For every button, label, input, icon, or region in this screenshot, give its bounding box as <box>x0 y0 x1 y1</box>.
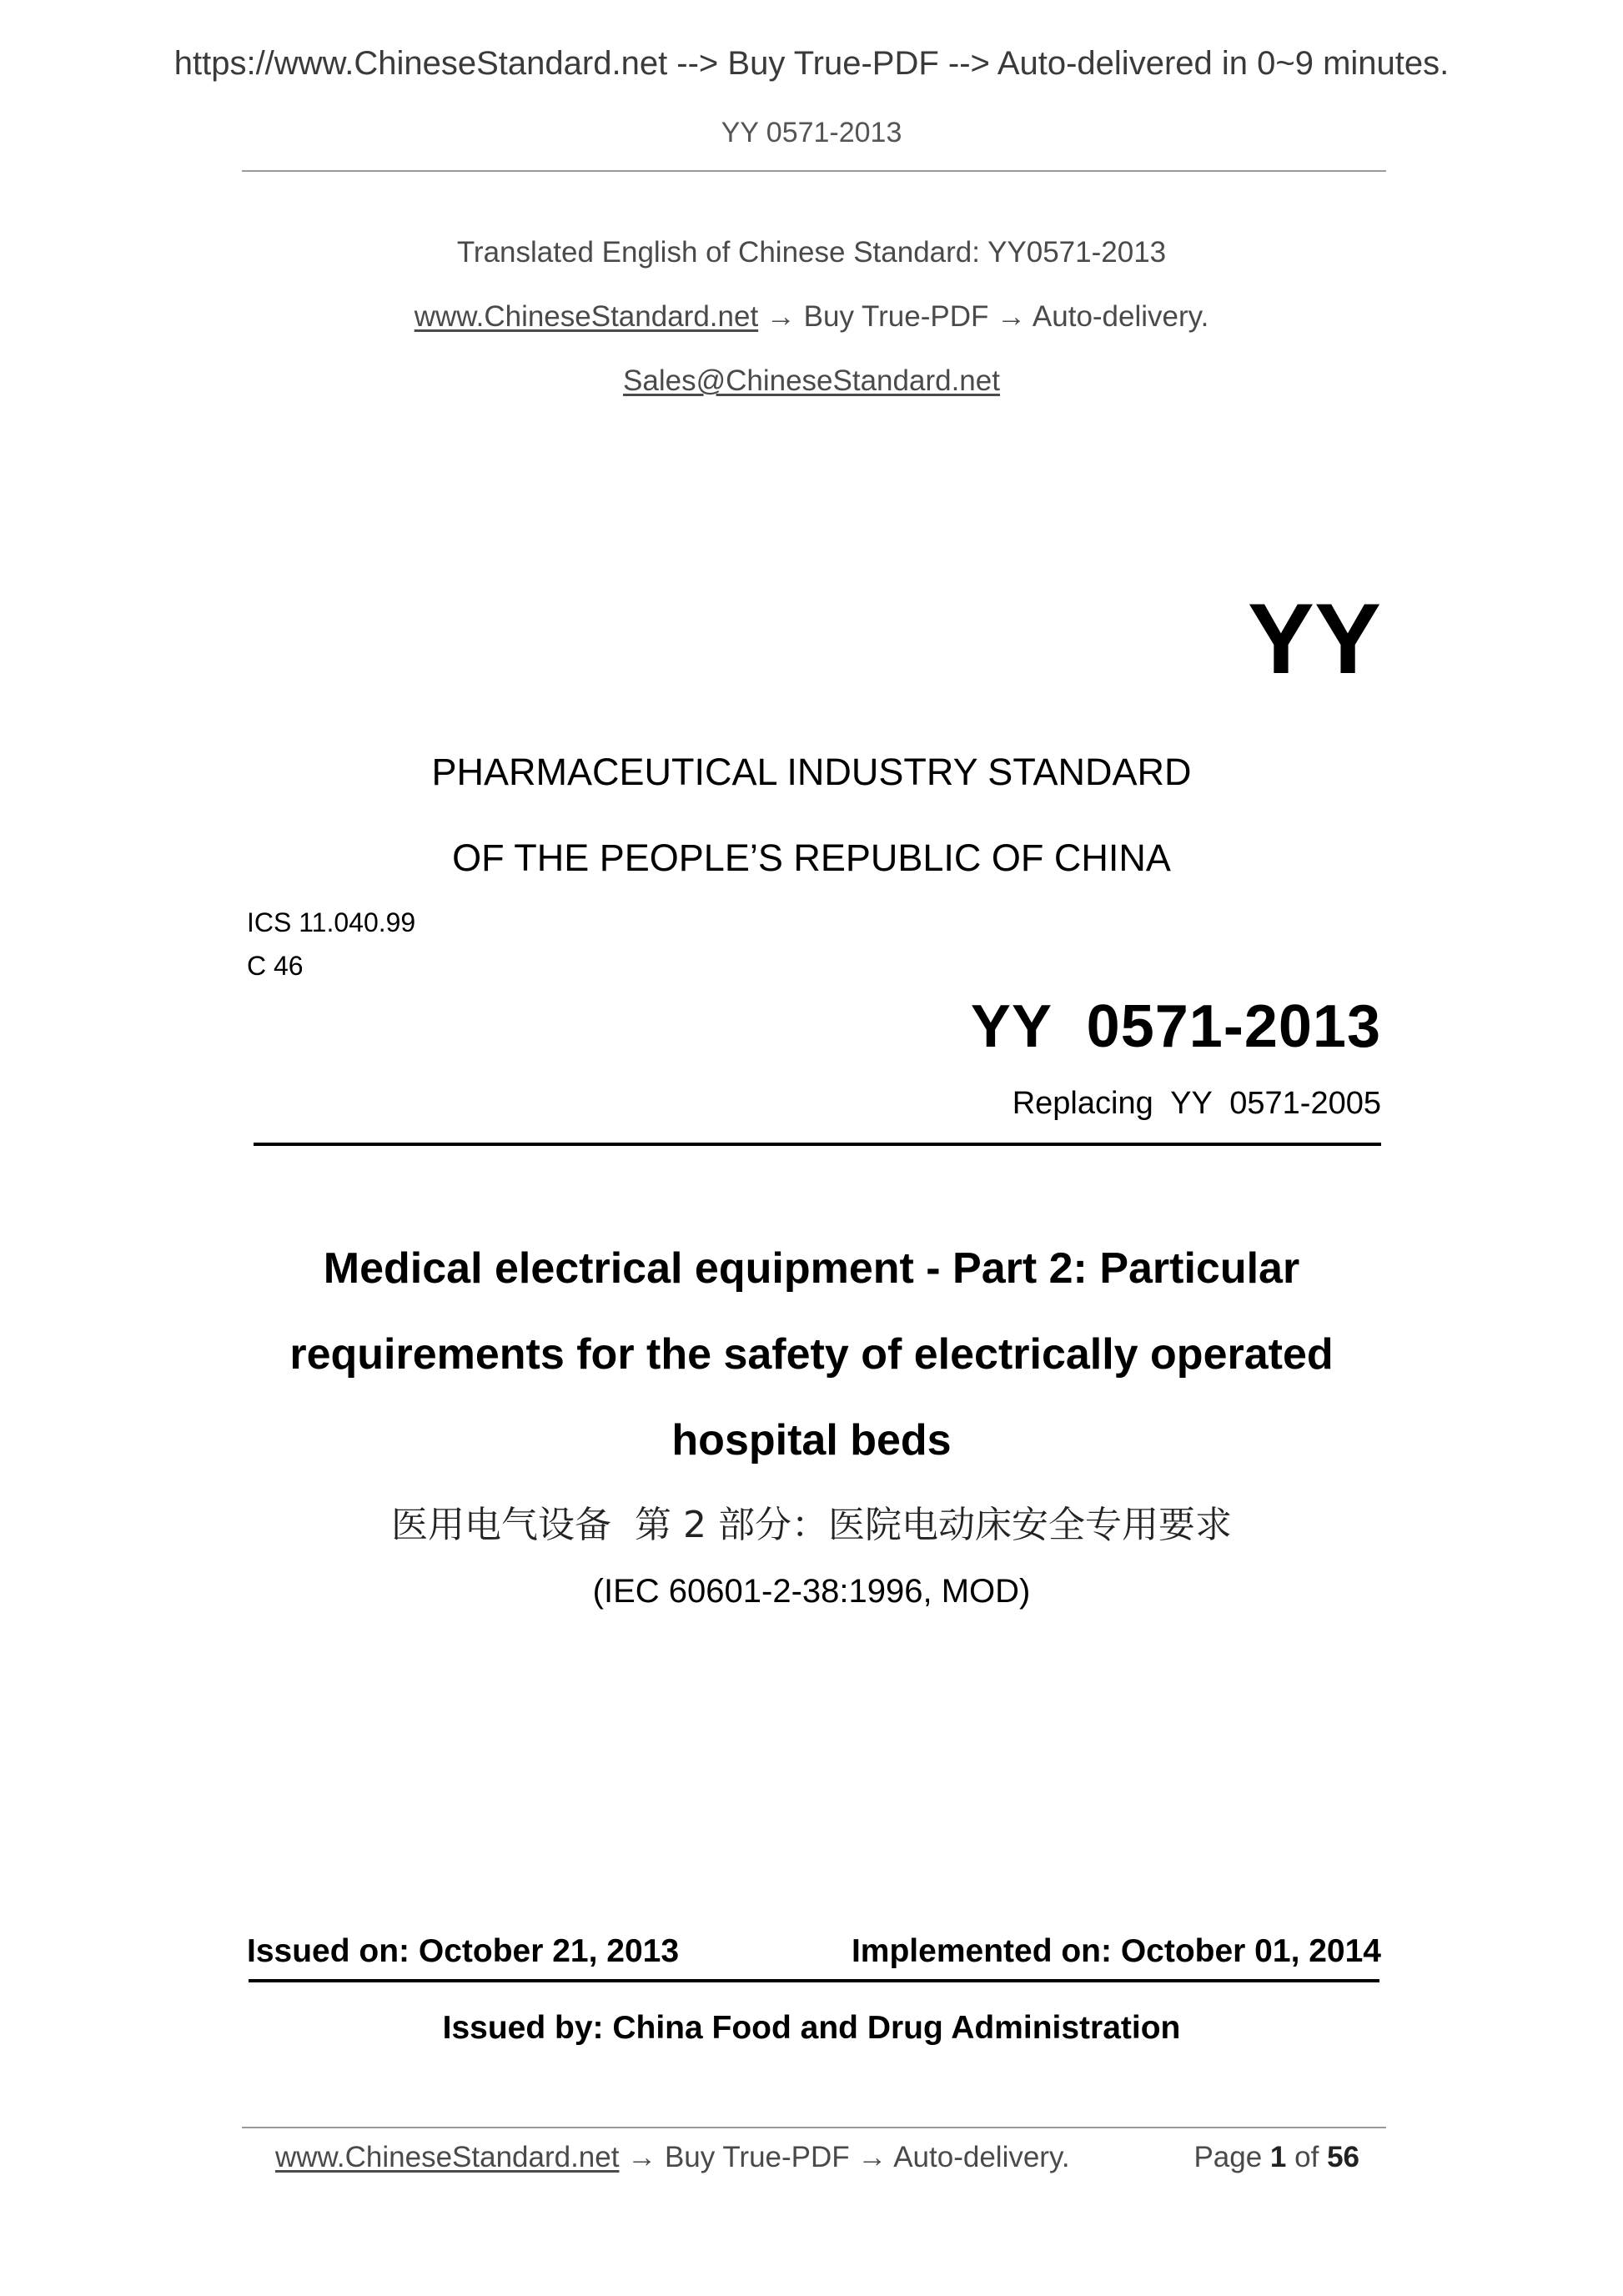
footer-delivery-text: Auto-delivery. <box>893 2141 1070 2173</box>
issuing-authority: Issued by: China Food and Drug Administration <box>442 2010 1181 2046</box>
title-line: requirements for the safety of electrically operated <box>289 1330 1334 1379</box>
ics-code: ICS 11.040.99 <box>247 907 416 937</box>
page-total: 56 <box>1327 2141 1359 2173</box>
footer-divider <box>242 2127 1386 2128</box>
translated-notice: Translated English of Chinese Standard: YY0571-2013 <box>456 236 1167 269</box>
chinese-title: 医用电气设备 第 2 部分：医院电动床安全专用要求 <box>391 1504 1232 1546</box>
header-divider <box>242 170 1386 172</box>
sales-line <box>0 364 1623 398</box>
document-title <box>250 1226 1373 1484</box>
page-number: 1 <box>1269 2141 1287 2173</box>
arrow-right-icon: → <box>857 2141 887 2173</box>
title-line: hospital beds <box>671 1416 952 1465</box>
footer-site-link[interactable]: www.ChineseStandard.net <box>275 2141 620 2173</box>
implemented-on-date: Implemented on: October 01, 2014 <box>851 1933 1381 1969</box>
delivery-text: Auto-delivery. <box>1032 300 1209 333</box>
page-label: Page <box>1193 2141 1263 2173</box>
standard-number: YY 0571-2013 <box>970 993 1381 1060</box>
footer-buy-text: Buy True-PDF <box>664 2141 850 2173</box>
issue-divider <box>249 1979 1379 1982</box>
footer-delivery-line <box>275 2141 1070 2174</box>
ccs-code: C 46 <box>247 951 304 981</box>
delivery-line <box>0 300 1623 334</box>
arrow-right-icon: → <box>766 300 796 333</box>
issued-on-date: Issued on: October 21, 2013 <box>247 1933 680 1969</box>
page-indicator <box>1193 2141 1359 2174</box>
arrow-right-icon: → <box>997 300 1027 333</box>
standard-logo: YY <box>1247 583 1381 695</box>
standard-category-line2: OF THE PEOPLE’S REPUBLIC OF CHINA <box>452 837 1171 879</box>
replacing-standard: Replacing YY 0571-2005 <box>1012 1086 1381 1121</box>
arrow-right-icon: → <box>627 2141 657 2173</box>
site-link[interactable]: www.ChineseStandard.net <box>414 300 759 333</box>
standard-category-line1: PHARMACEUTICAL INDUSTRY STANDARD <box>431 751 1192 793</box>
buy-text: Buy True-PDF <box>803 300 989 333</box>
top-banner: https://www.ChineseStandard.net --> Buy True-PDF --> Auto-delivered in 0~9 minutes. <box>173 45 1450 82</box>
title-line: Medical electrical equipment - Part 2: Particular <box>323 1244 1300 1293</box>
sales-email-link[interactable]: Sales@ChineseStandard.net <box>623 364 1000 397</box>
iec-reference: (IEC 60601-2-38:1996, MOD) <box>592 1573 1031 1610</box>
main-divider <box>254 1143 1381 1146</box>
of-label: of <box>1294 2141 1319 2173</box>
header-standard-code: YY 0571-2013 <box>721 117 902 148</box>
